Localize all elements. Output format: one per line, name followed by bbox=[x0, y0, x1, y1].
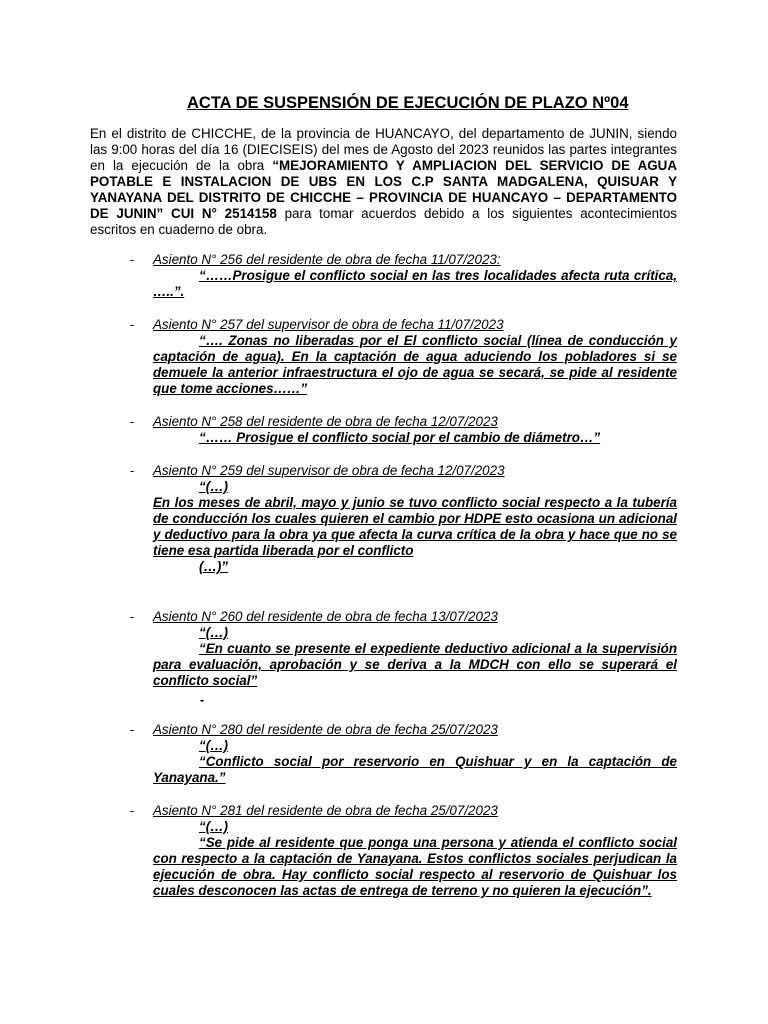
entry-heading: Asiento N° 280 del residente de obra de fecha 25/07/2023 bbox=[153, 722, 498, 737]
entry-quote bbox=[153, 430, 677, 446]
entry-quote bbox=[153, 333, 677, 397]
entry-quote bbox=[153, 268, 677, 300]
intro-text-2: para tomar acuerdos debido a los siguientes acontecimientos escritos en cuaderno de obra. bbox=[90, 206, 677, 237]
stray-dash: - bbox=[200, 692, 205, 707]
entry-heading: Asiento N° 258 del residente de obra de fecha 12/07/2023 bbox=[153, 414, 498, 429]
bullet-dash: - bbox=[130, 609, 135, 624]
bullet-dash: - bbox=[130, 803, 135, 818]
bullet-dash: - bbox=[130, 722, 135, 737]
quote-open: “(…) bbox=[199, 738, 229, 753]
entry-heading: Asiento N° 281 del residente de obra de fecha 25/07/2023 bbox=[153, 803, 498, 818]
entry-heading: Asiento N° 257 del supervisor de obra de fecha 11/07/2023 bbox=[153, 317, 504, 332]
bullet-dash: - bbox=[130, 317, 135, 332]
quote-text: “…. Zonas no liberadas por el El conflicto social (línea de conducción y captación de agua). En la captación de agua aduciendo los pobladores si se demuele la anterior infraestructura el ojo de agua se secará, se pide al residente que tome acciones……” bbox=[153, 333, 677, 396]
quote-open: “(…) bbox=[199, 819, 229, 834]
document-title: ACTA DE SUSPENSIÓN DE EJECUCIÓN DE PLAZO Nº04 bbox=[187, 94, 629, 112]
entry-quote bbox=[153, 479, 677, 575]
entry-heading: Asiento N° 256 del residente de obra de fecha 11/07/2023: bbox=[153, 252, 501, 267]
project-name: “MEJORAMIENTO Y AMPLIACION DEL SERVICIO DE AGUA POTABLE E INSTALACION DE UBS EN LOS C.P SANTA MADGALENA, QUISUAR Y YANAYANA DEL DISTRITO DE CHICCHE – PROVINCIA DE HUANCAYO – DEPARTAMENTO DE JUNIN” CUI N° 2514158 bbox=[90, 158, 677, 221]
quote-open: “(…) bbox=[199, 625, 229, 640]
quote-text: “En cuanto se presente el expediente deductivo adicional a la supervisión para evaluación, aprobación y se deriva a la MDCH con ello se superará el conflicto social” bbox=[153, 641, 677, 688]
entry-heading: Asiento N° 259 del supervisor de obra de fecha 12/07/2023 bbox=[153, 463, 505, 478]
entry-heading: Asiento N° 260 del residente de obra de fecha 13/07/2023 bbox=[153, 609, 498, 624]
entry-quote bbox=[153, 738, 677, 786]
quote-text: “Conflicto social por reservorio en Quishuar y en la captación de Yanayana.” bbox=[153, 754, 677, 785]
quote-close: (…)” bbox=[199, 559, 229, 574]
intro-paragraph bbox=[90, 126, 677, 238]
bullet-dash: - bbox=[130, 414, 135, 429]
quote-text: “……Prosigue el conflicto social en las tres localidades afecta ruta crítica, …..”. bbox=[153, 268, 677, 299]
bullet-dash: - bbox=[130, 252, 135, 267]
bullet-dash: - bbox=[130, 463, 135, 478]
entry-quote bbox=[153, 625, 677, 689]
quote-text: En los meses de abril, mayo y junio se tuvo conflicto social respecto a la tubería de conducción los cuales quieren el cambio por HDPE esto ocasiona un adicional y deductivo para la obra ya que afecta la curva crítica de la obra y hace que no se tiene esa partida liberada por el conflicto bbox=[153, 495, 677, 558]
quote-text: “…… Prosigue el conflicto social por el cambio de diámetro…” bbox=[199, 430, 601, 445]
entry-quote bbox=[153, 819, 677, 899]
quote-open: “(…) bbox=[199, 479, 229, 494]
quote-text: “Se pide al residente que ponga una persona y atienda el conflicto social con respecto a la captación de Yanayana. Estos conflictos sociales perjudican la ejecución de obra. Hay conflicto social respecto al reservorio de Quishuar los cuales desconocen las actas de entrega de terreno y no quieren la ejecución”. bbox=[153, 835, 677, 898]
intro-text-1: En el distrito de CHICCHE, de la provincia de HUANCAYO, del departamento de JUNIN, siendo las 9:00 horas del día 16 (DIECISEIS) del mes de Agosto del 2023 reunidos las partes integrantes en la ejecución de la obra bbox=[90, 126, 677, 173]
